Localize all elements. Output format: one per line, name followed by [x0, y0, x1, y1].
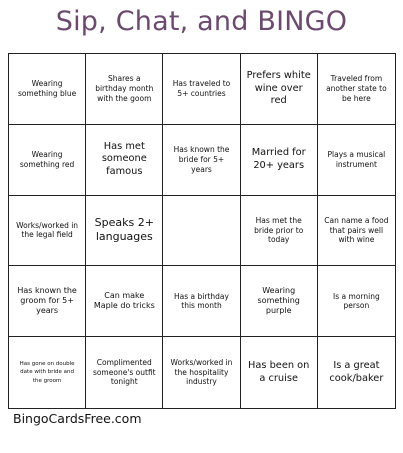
bingo-cell[interactable]: Has known the bride for 5+ years: [163, 125, 240, 196]
bingo-cell[interactable]: Can make Maple do tricks: [86, 266, 163, 337]
bingo-cell[interactable]: Wearing something purple: [241, 266, 318, 337]
bingo-cell[interactable]: Complimented someone's outfit tonight: [86, 337, 163, 408]
bingo-grid: [8, 53, 396, 409]
bingo-cell[interactable]: Works/worked in the legal field: [9, 196, 86, 267]
bingo-cell[interactable]: Shares a birthday month with the goom: [86, 54, 163, 125]
bingo-cell[interactable]: Has met the bride prior to today: [241, 196, 318, 267]
bingo-cell[interactable]: Wearing something red: [9, 125, 86, 196]
bingo-cell[interactable]: Speaks 2+ languages: [86, 196, 163, 267]
bingo-cell[interactable]: Has known the groom for 5+ years: [9, 266, 86, 337]
bingo-cell[interactable]: Traveled from another state to be here: [318, 54, 395, 125]
bingo-cell[interactable]: Has a birthday this month: [163, 266, 240, 337]
bingo-cell[interactable]: Plays a musical instrument: [318, 125, 395, 196]
bingo-cell[interactable]: Has met someone famous: [86, 125, 163, 196]
bingo-cell[interactable]: Has traveled to 5+ countries: [163, 54, 240, 125]
bingo-cell[interactable]: Is a morning person: [318, 266, 395, 337]
bingo-cell[interactable]: Married for 20+ years: [241, 125, 318, 196]
bingo-cell[interactable]: Has been on a cruise: [241, 337, 318, 408]
free-cell[interactable]: [163, 196, 240, 267]
footer-brand: BingoCardsFree.com: [13, 411, 142, 426]
bingo-cell[interactable]: Prefers white wine over red: [241, 54, 318, 125]
bingo-cell[interactable]: Wearing something blue: [9, 54, 86, 125]
bingo-cell[interactable]: Can name a food that pairs well with wine: [318, 196, 395, 267]
bingo-cell[interactable]: Is a great cook/baker: [329, 359, 384, 384]
bingo-cell[interactable]: Works/worked in the hospitality industry: [163, 337, 240, 408]
bingo-cell[interactable]: Has gone on double date with bride and the groom: [9, 337, 86, 408]
card-title: Sip, Chat, and BINGO: [55, 6, 348, 37]
